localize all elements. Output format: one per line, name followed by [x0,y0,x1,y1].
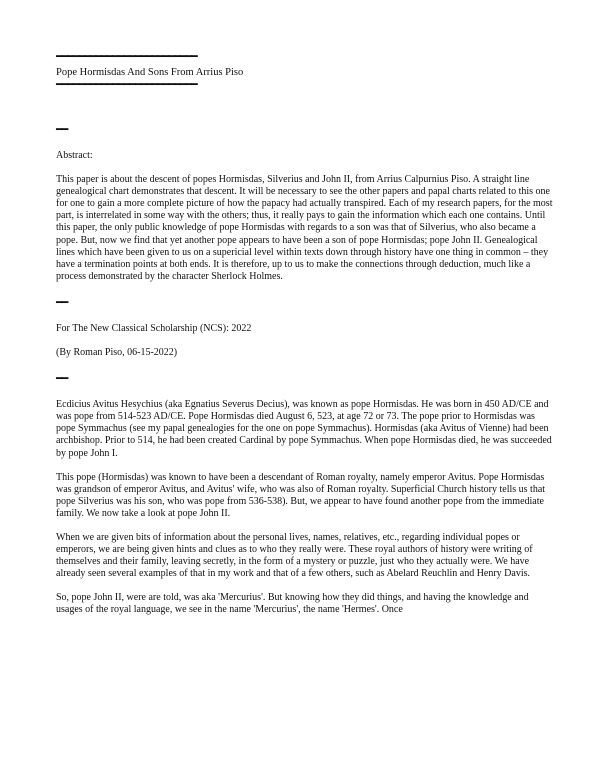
section-separator: ━━ [56,296,68,309]
section-separator: ━━ [56,124,68,136]
publication-line: For The New Classical Scholarship (NCS): 2022 [56,322,252,334]
body-paragraph: Ecdicius Avitus Hesychius (aka Egnatius Severus Decius), was known as pope Hormisdas. He was born in 450 AD/CE and was pope from 514-523 AD/CE. Pope Hormisdas died August 6, 523, at age 72 or 73. The pope prior to Hormisdas was pope Symmachus (see my papal genealogies for the one on pope Symmachus). Hormisdas (aka Avitus of Vienne) had been archbishop. Prior to 514, he had been created Cardinal by pope Symmachus. When pope Hormisdas died, he was succeeded by pope John I. [56,399,552,459]
page-title: Pope Hormisdas And Sons From Arrius Piso [56,67,244,78]
title-rule-top: ━━━━━━━━━━━━━━━━━━━━━━━━━ [56,51,197,63]
document-page [56,52,556,617]
abstract-paragraph: This paper is about the descent of popes Hormisdas, Silverius and John II, from Arrius Calpurnius Piso. A straight line genealogical chart demonstrates that descent. It will be necessary to see the other papers and papal charts related to this one for one to gain a more complete picture of how the papacy had actually transpired. Each of my research papers, for the most part, is interrelated in some way with the others; thus, it really pays to gain the information which each one contains. Until this paper, the only public knowledge of pope Hormisdas with regards to a son was that of Silverius, who also became a pope. But, now we find that yet another pope appears to have been a son of pope Hormisdas; pope John II. Genealogical lines which have been given to us on a supericial level within texts down through history have one thing in common – they have a termination points at both ends. It is therefore, up to us to make the connections through deduction, much like a process demonstrated by the character Sherlock Holmes. [56,174,553,282]
abstract-label: Abstract: [56,150,93,161]
byline: (By Roman Piso, 06-15-2022) [56,347,178,359]
section-separator: ━━ [56,373,68,386]
body-paragraph: This pope (Hormisdas) was known to have been a descendant of Roman royalty, namely emperor Avitus. Pope Hormisdas was grandson of emperor Avitus, and Avitus' wife, who was also of Roman royalty. Superficial Church history tells us that pope Silverius was his son, who was pope from 536-538). But, we appear to have found another pope from the immediate family. We now take a look at pope John II. [56,471,546,519]
title-rule-bottom: ━━━━━━━━━━━━━━━━━━━━━━━━━ [56,79,197,91]
body-paragraph: When we are given bits of information about the personal lives, names, relatives, etc., regarding individual popes or emperors, we are being given hints and clues as to who they really were. These royal authors of history were writing of themselves and their family, leaving secretly, in the form of a mystery or puzzle, just who they actually were. We have already seen several examples of that in my work and that of a few others, such as Abelard Reuchlin and Henry Davis. [56,531,533,580]
body-paragraph: So, pope John II, were are told, was aka 'Mercurius'. But knowing how they did things, and having the knowledge and usages of the royal language, we see in the name 'Mercurius', the name 'Hermes'. Once [56,592,529,616]
